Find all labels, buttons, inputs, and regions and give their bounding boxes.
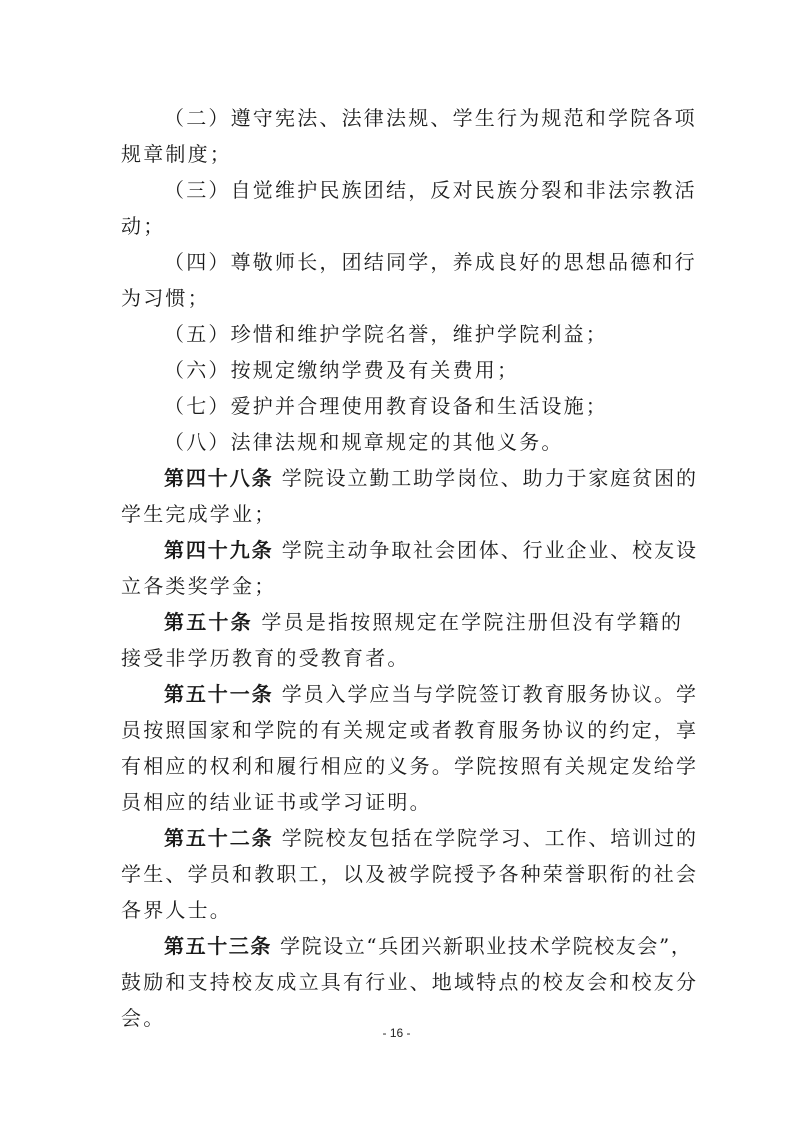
article-48-line-2: 学生完成学业； [121, 502, 277, 526]
list-item-7: （七）爱护并合理使用教育设备和生活设施； [164, 394, 608, 418]
list-item-3-line-1: （三）自觉维护民族团结，反对民族分裂和非法宗教活 [164, 178, 697, 202]
list-item-4-line-1: （四）尊敬师长，团结同学，养成良好的思想品德和行 [164, 250, 697, 274]
article-51-line-2: 员按照国家和学院的有关规定或者教育服务协议的约定，享 [121, 718, 699, 742]
article-49-line-1 [164, 537, 698, 563]
article-49-number: 第四十九条 [164, 538, 274, 562]
list-item-5: （五）珍惜和维护学院名誉，维护学院利益； [164, 322, 608, 346]
article-48-line-1 [164, 465, 698, 491]
article-51-line-1 [164, 681, 698, 707]
article-51-line-3: 有相应的权利和履行相应的义务。学院按照有关规定发给学 [121, 754, 699, 778]
list-item-2-line-1: （二）遵守宪法、法律法规、学生行为规范和学院各项 [164, 106, 697, 130]
article-48-number: 第四十八条 [164, 466, 274, 490]
page-number: - 16 - [382, 1026, 411, 1040]
list-item-8: （八）法律法规和规章规定的其他义务。 [164, 430, 564, 454]
article-53-text: 学院设立“兵团兴新职业技术学院校友会”， [279, 934, 693, 958]
list-item-3-line-2: 动； [121, 214, 166, 238]
article-53-line-1 [164, 933, 692, 959]
article-51-text: 学员入学应当与学院签订教育服务协议。学 [281, 682, 698, 706]
article-50-number: 第五十条 [164, 610, 253, 634]
article-53-line-3: 会。 [121, 1006, 166, 1030]
article-52-text: 学院校友包括在学院学习、工作、培训过的 [281, 826, 698, 850]
article-51-number: 第五十一条 [164, 682, 274, 706]
article-49-text: 学院主动争取社会团体、行业企业、校友设 [281, 538, 698, 562]
list-item-4-line-2: 为习惯； [121, 286, 210, 310]
article-49-line-2: 立各类奖学金； [121, 574, 277, 598]
article-53-number: 第五十三条 [164, 934, 272, 958]
article-51-line-4: 员相应的结业证书或学习证明。 [121, 790, 432, 814]
list-item-2-line-2: 规章制度； [121, 142, 232, 166]
article-52-number: 第五十二条 [164, 826, 274, 850]
article-50-line-2: 接受非学历教育的受教育者。 [121, 646, 410, 670]
article-48-text: 学院设立勤工助学岗位、助力于家庭贫困的 [281, 466, 698, 490]
list-item-6: （六）按规定缴纳学费及有关费用； [164, 358, 520, 382]
article-52-line-1 [164, 825, 698, 851]
article-50-text: 学员是指按照规定在学院注册但没有学籍的 [261, 610, 684, 634]
article-53-line-2: 鼓励和支持校友成立具有行业、地域特点的校友会和校友分 [121, 970, 699, 994]
article-50-line-1 [164, 609, 683, 635]
article-52-line-3: 各界人士。 [121, 898, 232, 922]
article-52-line-2: 学生、学员和教职工，以及被学院授予各种荣誉职衔的社会 [121, 862, 699, 886]
